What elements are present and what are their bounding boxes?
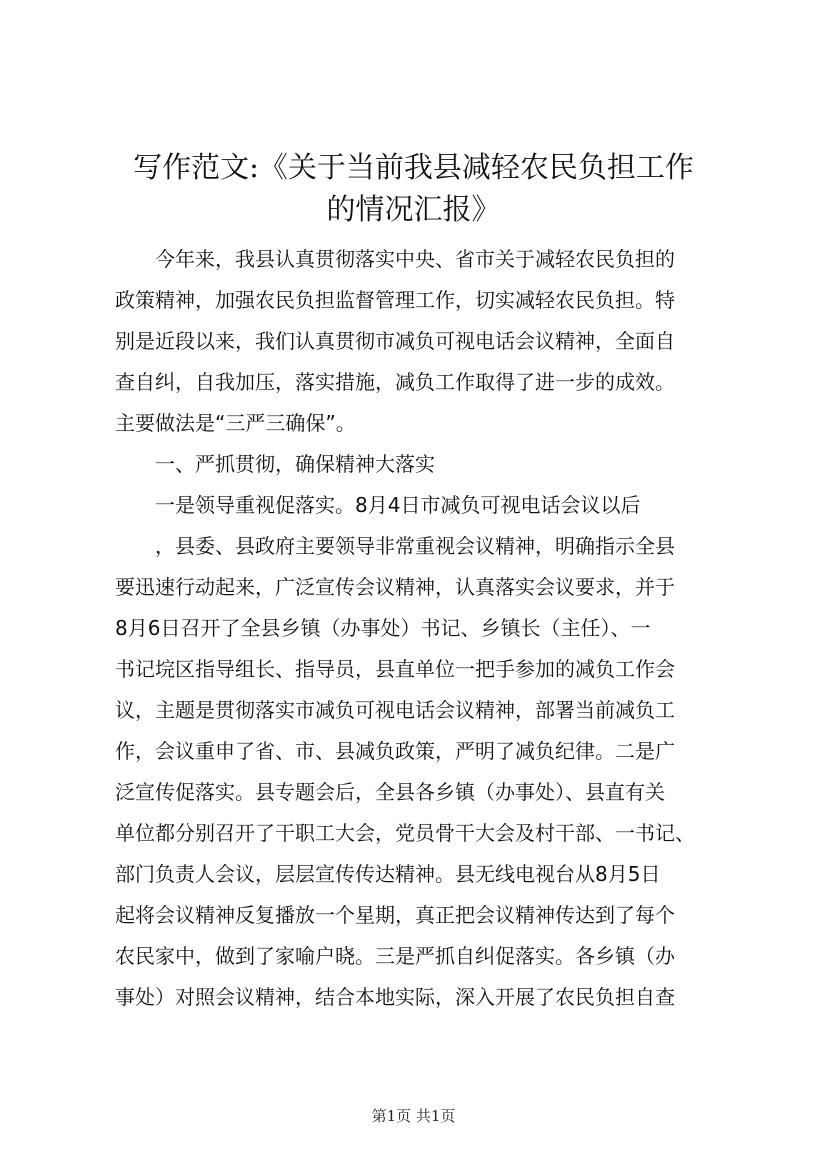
body-line: 农民家中，做到了家喻户晓。三是严抓自纠促落实。各乡镇（办 [115, 944, 675, 968]
body-line: 事处）对照会议精神，结合本地实际，深入开展了农民负担自查 [115, 985, 675, 1009]
body-line: 今年来，我县认真贯彻落实中央、省市关于减轻农民负担的 [155, 247, 675, 271]
body-line: 一是领导重视促落实。8月4日市减负可视电话会议以后 [155, 493, 641, 517]
body-line: 议，主题是贯彻落实市减负可视电话会议精神，部署当前减负工 [115, 698, 675, 722]
section-heading: 一、严抓贯彻，确保精神大落实 [155, 452, 435, 476]
body-line: 要迅速行动起来，广泛宣传会议精神，认真落实会议要求，并于 [115, 575, 675, 599]
body-line: 部门负责人会议，层层宣传传达精神。县无线电视台从8月5日 [115, 862, 661, 886]
body-line: 单位都分别召开了干职工大会，党员骨干大会及村干部、一书记、 [115, 821, 695, 845]
body-line: 政策精神，加强农民负担监督管理工作，切实减轻农民负担。特 [115, 288, 675, 312]
document-title-line-2: 的情况汇报》 [326, 192, 501, 226]
body-line: 书记垸区指导组长、指导员，县直单位一把手参加的减负工作会 [115, 657, 675, 681]
body-line: ，县委、县政府主要领导非常重视会议精神，明确指示全县 [155, 534, 675, 558]
body-line: 起将会议精神反复播放一个星期，真正把会议精神传达到了每个 [115, 903, 675, 927]
body-line: 主要做法是“三严三确保”。 [115, 411, 356, 435]
document-title-line-1: 写作范文:《关于当前我县减轻农民负担工作 [133, 150, 694, 184]
body-line: 作，会议重申了省、市、县减负政策，严明了减负纪律。二是广 [115, 739, 675, 763]
body-line: 泛宣传促落实。县专题会后，全县各乡镇（办事处）、县直有关 [115, 780, 665, 804]
body-line: 查自纠，自我加压，落实措施，减负工作取得了进一步的成效。 [115, 370, 675, 394]
body-line: 8月6日召开了全县乡镇（办事处）书记、乡镇长（主任）、一 [115, 616, 651, 640]
page-number-footer: 第1页 共1页 [371, 1107, 456, 1125]
document-body [115, 239, 755, 1018]
body-line: 别是近段以来，我们认真贯彻市减负可视电话会议精神，全面自 [115, 329, 675, 353]
